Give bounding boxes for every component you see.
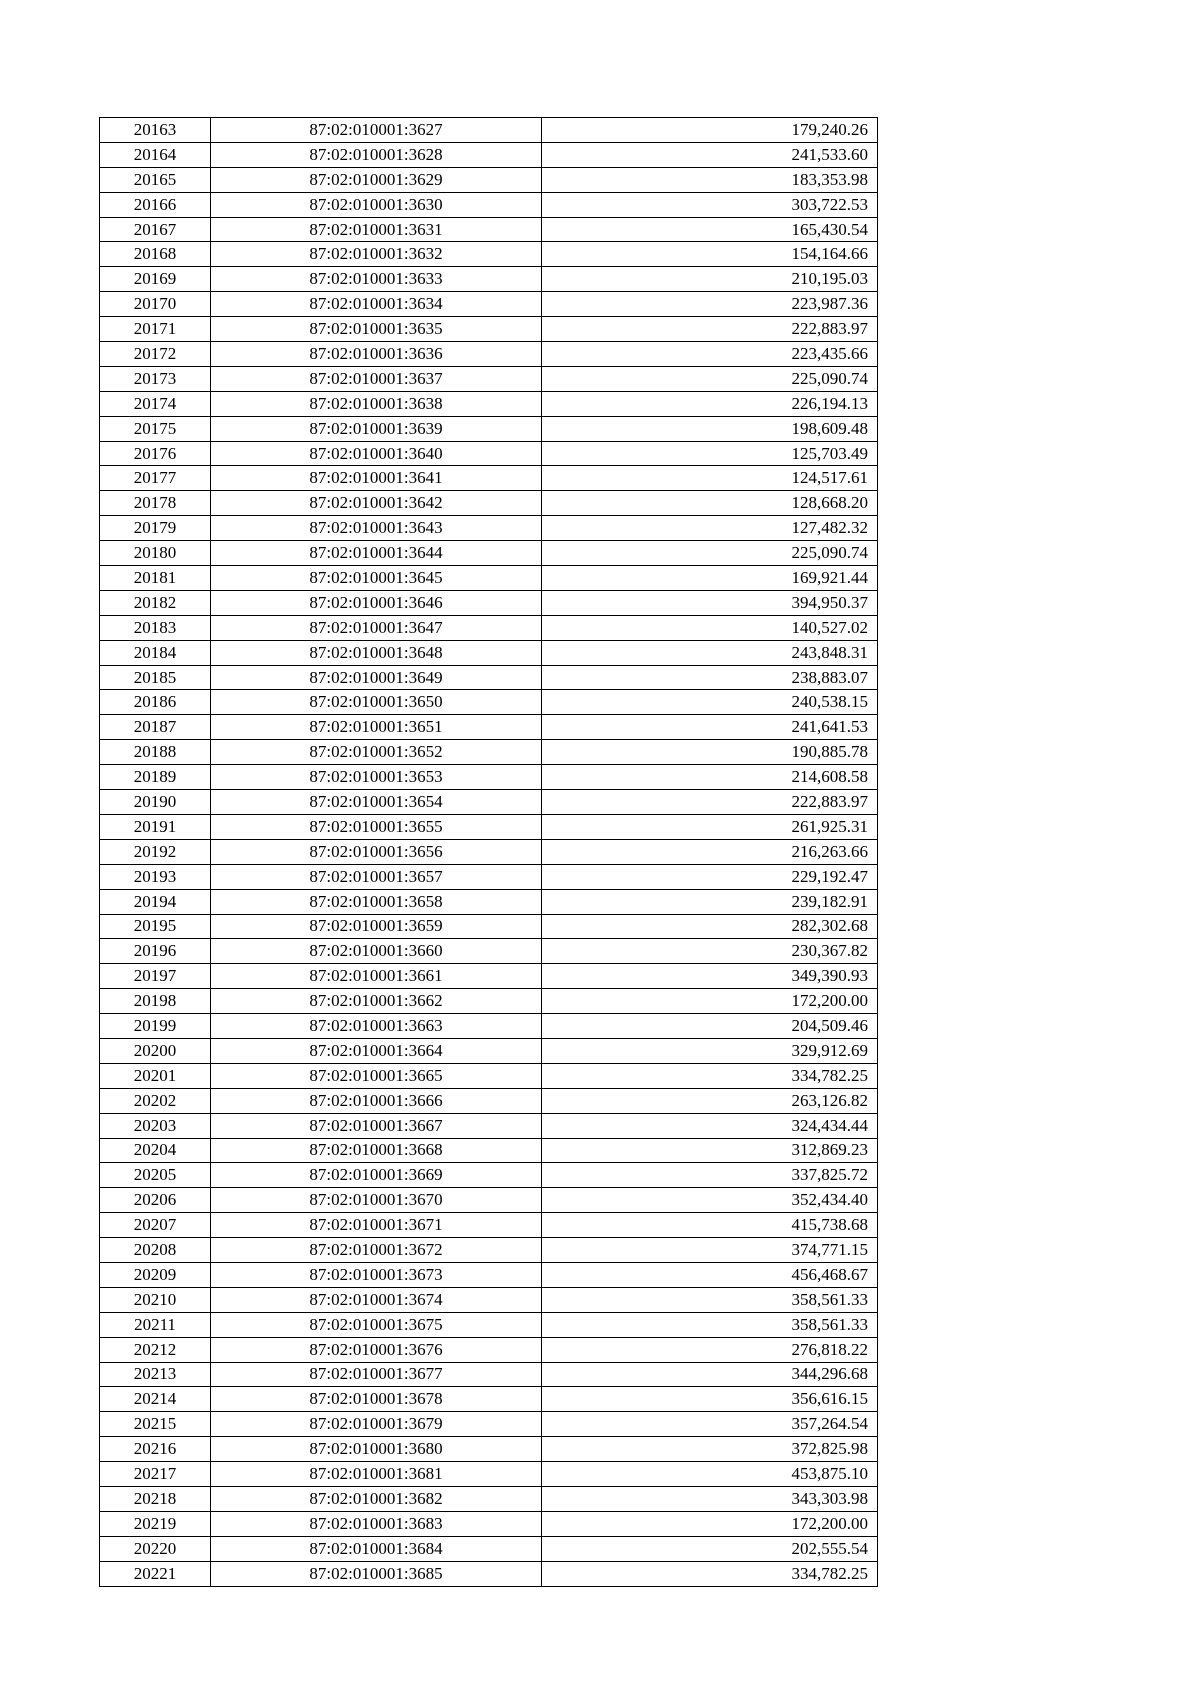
table-row <box>100 541 878 566</box>
table-row <box>100 1014 878 1039</box>
table-row <box>100 889 878 914</box>
cadastral-number-cell: 87:02:010001:3677 <box>211 1362 542 1387</box>
cadastral-number-cell: 87:02:010001:3648 <box>211 640 542 665</box>
cadastral-number-cell: 87:02:010001:3627 <box>211 118 542 143</box>
cadastral-number-cell: 87:02:010001:3639 <box>211 416 542 441</box>
row-number-cell: 20215 <box>100 1412 211 1437</box>
row-number-cell: 20211 <box>100 1312 211 1337</box>
row-number-cell: 20172 <box>100 342 211 367</box>
value-cell: 372,825.98 <box>542 1437 878 1462</box>
row-number-cell: 20181 <box>100 566 211 591</box>
row-number-cell: 20179 <box>100 516 211 541</box>
value-cell: 230,367.82 <box>542 939 878 964</box>
table-row <box>100 142 878 167</box>
table-row <box>100 690 878 715</box>
cadastral-number-cell: 87:02:010001:3650 <box>211 690 542 715</box>
table-row <box>100 342 878 367</box>
cadastral-number-cell: 87:02:010001:3637 <box>211 366 542 391</box>
value-cell: 312,869.23 <box>542 1138 878 1163</box>
value-cell: 226,194.13 <box>542 391 878 416</box>
row-number-cell: 20195 <box>100 914 211 939</box>
row-number-cell: 20176 <box>100 441 211 466</box>
row-number-cell: 20214 <box>100 1387 211 1412</box>
row-number-cell: 20221 <box>100 1561 211 1586</box>
value-cell: 179,240.26 <box>542 118 878 143</box>
cadastral-number-cell: 87:02:010001:3685 <box>211 1561 542 1586</box>
table-row <box>100 491 878 516</box>
cadastral-number-cell: 87:02:010001:3631 <box>211 217 542 242</box>
table-row <box>100 267 878 292</box>
cadastral-number-cell: 87:02:010001:3681 <box>211 1462 542 1487</box>
value-cell: 223,987.36 <box>542 292 878 317</box>
row-number-cell: 20189 <box>100 765 211 790</box>
table-row <box>100 566 878 591</box>
row-number-cell: 20187 <box>100 715 211 740</box>
table-row <box>100 167 878 192</box>
value-cell: 128,668.20 <box>542 491 878 516</box>
cadastral-number-cell: 87:02:010001:3672 <box>211 1238 542 1263</box>
row-number-cell: 20204 <box>100 1138 211 1163</box>
table-row <box>100 1238 878 1263</box>
value-cell: 329,912.69 <box>542 1038 878 1063</box>
row-number-cell: 20199 <box>100 1014 211 1039</box>
cadastral-number-cell: 87:02:010001:3641 <box>211 466 542 491</box>
table-row <box>100 864 878 889</box>
table-row <box>100 391 878 416</box>
row-number-cell: 20207 <box>100 1213 211 1238</box>
table-row <box>100 1412 878 1437</box>
value-cell: 125,703.49 <box>542 441 878 466</box>
value-cell: 172,200.00 <box>542 1511 878 1536</box>
row-number-cell: 20206 <box>100 1188 211 1213</box>
cadastral-number-cell: 87:02:010001:3671 <box>211 1213 542 1238</box>
row-number-cell: 20164 <box>100 142 211 167</box>
table-row <box>100 1337 878 1362</box>
table-row <box>100 1287 878 1312</box>
cadastral-number-cell: 87:02:010001:3635 <box>211 317 542 342</box>
table-row <box>100 1113 878 1138</box>
row-number-cell: 20208 <box>100 1238 211 1263</box>
table-row <box>100 516 878 541</box>
row-number-cell: 20175 <box>100 416 211 441</box>
table-row <box>100 1213 878 1238</box>
table-row <box>100 1138 878 1163</box>
value-cell: 303,722.53 <box>542 192 878 217</box>
table-row <box>100 292 878 317</box>
row-number-cell: 20196 <box>100 939 211 964</box>
value-cell: 358,561.33 <box>542 1287 878 1312</box>
value-cell: 263,126.82 <box>542 1088 878 1113</box>
value-cell: 358,561.33 <box>542 1312 878 1337</box>
table-row <box>100 217 878 242</box>
value-cell: 222,883.97 <box>542 317 878 342</box>
cadastral-number-cell: 87:02:010001:3629 <box>211 167 542 192</box>
row-number-cell: 20192 <box>100 839 211 864</box>
value-cell: 282,302.68 <box>542 914 878 939</box>
cadastral-number-cell: 87:02:010001:3651 <box>211 715 542 740</box>
value-cell: 352,434.40 <box>542 1188 878 1213</box>
row-number-cell: 20165 <box>100 167 211 192</box>
row-number-cell: 20186 <box>100 690 211 715</box>
cadastral-number-cell: 87:02:010001:3683 <box>211 1511 542 1536</box>
value-cell: 456,468.67 <box>542 1262 878 1287</box>
value-cell: 241,641.53 <box>542 715 878 740</box>
cadastral-number-cell: 87:02:010001:3630 <box>211 192 542 217</box>
cadastral-number-cell: 87:02:010001:3665 <box>211 1063 542 1088</box>
cadastral-number-cell: 87:02:010001:3658 <box>211 889 542 914</box>
row-number-cell: 20216 <box>100 1437 211 1462</box>
table-row <box>100 640 878 665</box>
value-cell: 239,182.91 <box>542 889 878 914</box>
row-number-cell: 20198 <box>100 989 211 1014</box>
cadastral-number-cell: 87:02:010001:3680 <box>211 1437 542 1462</box>
data-table <box>99 117 878 1587</box>
table-row <box>100 1462 878 1487</box>
cadastral-number-cell: 87:02:010001:3678 <box>211 1387 542 1412</box>
row-number-cell: 20169 <box>100 267 211 292</box>
cadastral-number-cell: 87:02:010001:3640 <box>211 441 542 466</box>
table-row <box>100 914 878 939</box>
value-cell: 225,090.74 <box>542 541 878 566</box>
table-row <box>100 964 878 989</box>
table-row <box>100 1038 878 1063</box>
row-number-cell: 20182 <box>100 590 211 615</box>
cadastral-number-cell: 87:02:010001:3676 <box>211 1337 542 1362</box>
cadastral-number-cell: 87:02:010001:3663 <box>211 1014 542 1039</box>
cadastral-number-cell: 87:02:010001:3646 <box>211 590 542 615</box>
value-cell: 240,538.15 <box>542 690 878 715</box>
table-row <box>100 989 878 1014</box>
row-number-cell: 20217 <box>100 1462 211 1487</box>
table-row <box>100 1561 878 1586</box>
cadastral-number-cell: 87:02:010001:3659 <box>211 914 542 939</box>
value-cell: 243,848.31 <box>542 640 878 665</box>
value-cell: 127,482.32 <box>542 516 878 541</box>
row-number-cell: 20185 <box>100 665 211 690</box>
cadastral-number-cell: 87:02:010001:3682 <box>211 1486 542 1511</box>
table-body <box>100 118 878 1587</box>
row-number-cell: 20163 <box>100 118 211 143</box>
value-cell: 343,303.98 <box>542 1486 878 1511</box>
cadastral-number-cell: 87:02:010001:3649 <box>211 665 542 690</box>
value-cell: 223,435.66 <box>542 342 878 367</box>
table-row <box>100 1511 878 1536</box>
value-cell: 165,430.54 <box>542 217 878 242</box>
cadastral-number-cell: 87:02:010001:3679 <box>211 1412 542 1437</box>
table-row <box>100 615 878 640</box>
row-number-cell: 20218 <box>100 1486 211 1511</box>
value-cell: 334,782.25 <box>542 1561 878 1586</box>
row-number-cell: 20213 <box>100 1362 211 1387</box>
row-number-cell: 20180 <box>100 541 211 566</box>
cadastral-number-cell: 87:02:010001:3673 <box>211 1262 542 1287</box>
cadastral-number-cell: 87:02:010001:3657 <box>211 864 542 889</box>
value-cell: 337,825.72 <box>542 1163 878 1188</box>
cadastral-number-cell: 87:02:010001:3634 <box>211 292 542 317</box>
table-row <box>100 665 878 690</box>
cadastral-number-cell: 87:02:010001:3653 <box>211 765 542 790</box>
table-row <box>100 590 878 615</box>
row-number-cell: 20205 <box>100 1163 211 1188</box>
table-row <box>100 1486 878 1511</box>
row-number-cell: 20193 <box>100 864 211 889</box>
cadastral-number-cell: 87:02:010001:3675 <box>211 1312 542 1337</box>
table-row <box>100 790 878 815</box>
value-cell: 344,296.68 <box>542 1362 878 1387</box>
cadastral-number-cell: 87:02:010001:3632 <box>211 242 542 267</box>
row-number-cell: 20191 <box>100 814 211 839</box>
table-row <box>100 192 878 217</box>
row-number-cell: 20212 <box>100 1337 211 1362</box>
table-row <box>100 366 878 391</box>
row-number-cell: 20167 <box>100 217 211 242</box>
table-row <box>100 1262 878 1287</box>
value-cell: 183,353.98 <box>542 167 878 192</box>
table-row <box>100 1387 878 1412</box>
table-row <box>100 1362 878 1387</box>
row-number-cell: 20209 <box>100 1262 211 1287</box>
row-number-cell: 20220 <box>100 1536 211 1561</box>
value-cell: 238,883.07 <box>542 665 878 690</box>
table-row <box>100 1063 878 1088</box>
value-cell: 349,390.93 <box>542 964 878 989</box>
cadastral-number-cell: 87:02:010001:3628 <box>211 142 542 167</box>
value-cell: 261,925.31 <box>542 814 878 839</box>
table-row <box>100 416 878 441</box>
cadastral-number-cell: 87:02:010001:3660 <box>211 939 542 964</box>
value-cell: 140,527.02 <box>542 615 878 640</box>
row-number-cell: 20178 <box>100 491 211 516</box>
value-cell: 124,517.61 <box>542 466 878 491</box>
row-number-cell: 20177 <box>100 466 211 491</box>
table-row <box>100 118 878 143</box>
table-row <box>100 765 878 790</box>
table-row <box>100 317 878 342</box>
value-cell: 415,738.68 <box>542 1213 878 1238</box>
row-number-cell: 20184 <box>100 640 211 665</box>
value-cell: 241,533.60 <box>542 142 878 167</box>
table-row <box>100 939 878 964</box>
row-number-cell: 20170 <box>100 292 211 317</box>
cadastral-number-cell: 87:02:010001:3670 <box>211 1188 542 1213</box>
value-cell: 222,883.97 <box>542 790 878 815</box>
table-row <box>100 1312 878 1337</box>
cadastral-number-cell: 87:02:010001:3656 <box>211 839 542 864</box>
row-number-cell: 20200 <box>100 1038 211 1063</box>
cadastral-number-cell: 87:02:010001:3669 <box>211 1163 542 1188</box>
value-cell: 374,771.15 <box>542 1238 878 1263</box>
cadastral-number-cell: 87:02:010001:3684 <box>211 1536 542 1561</box>
row-number-cell: 20202 <box>100 1088 211 1113</box>
value-cell: 357,264.54 <box>542 1412 878 1437</box>
cadastral-number-cell: 87:02:010001:3652 <box>211 740 542 765</box>
table-row <box>100 1536 878 1561</box>
value-cell: 198,609.48 <box>542 416 878 441</box>
table-row <box>100 1437 878 1462</box>
table-row <box>100 814 878 839</box>
cadastral-number-cell: 87:02:010001:3664 <box>211 1038 542 1063</box>
value-cell: 202,555.54 <box>542 1536 878 1561</box>
cadastral-number-cell: 87:02:010001:3636 <box>211 342 542 367</box>
value-cell: 214,608.58 <box>542 765 878 790</box>
row-number-cell: 20201 <box>100 1063 211 1088</box>
row-number-cell: 20183 <box>100 615 211 640</box>
cadastral-number-cell: 87:02:010001:3642 <box>211 491 542 516</box>
table-row <box>100 740 878 765</box>
row-number-cell: 20171 <box>100 317 211 342</box>
value-cell: 356,616.15 <box>542 1387 878 1412</box>
cadastral-number-cell: 87:02:010001:3654 <box>211 790 542 815</box>
table-row <box>100 1188 878 1213</box>
value-cell: 453,875.10 <box>542 1462 878 1487</box>
value-cell: 394,950.37 <box>542 590 878 615</box>
cadastral-number-cell: 87:02:010001:3666 <box>211 1088 542 1113</box>
row-number-cell: 20194 <box>100 889 211 914</box>
cadastral-number-cell: 87:02:010001:3645 <box>211 566 542 591</box>
table-row <box>100 839 878 864</box>
value-cell: 172,200.00 <box>542 989 878 1014</box>
value-cell: 204,509.46 <box>542 1014 878 1039</box>
table-row <box>100 1163 878 1188</box>
row-number-cell: 20203 <box>100 1113 211 1138</box>
value-cell: 154,164.66 <box>542 242 878 267</box>
cadastral-number-cell: 87:02:010001:3661 <box>211 964 542 989</box>
cadastral-number-cell: 87:02:010001:3655 <box>211 814 542 839</box>
row-number-cell: 20190 <box>100 790 211 815</box>
value-cell: 169,921.44 <box>542 566 878 591</box>
table-row <box>100 441 878 466</box>
cadastral-number-cell: 87:02:010001:3643 <box>211 516 542 541</box>
cadastral-number-cell: 87:02:010001:3638 <box>211 391 542 416</box>
cadastral-number-cell: 87:02:010001:3647 <box>211 615 542 640</box>
value-cell: 324,434.44 <box>542 1113 878 1138</box>
row-number-cell: 20197 <box>100 964 211 989</box>
cadastral-number-cell: 87:02:010001:3668 <box>211 1138 542 1163</box>
value-cell: 229,192.47 <box>542 864 878 889</box>
value-cell: 216,263.66 <box>542 839 878 864</box>
cadastral-number-cell: 87:02:010001:3633 <box>211 267 542 292</box>
cadastral-number-cell: 87:02:010001:3662 <box>211 989 542 1014</box>
table-row <box>100 242 878 267</box>
cadastral-number-cell: 87:02:010001:3674 <box>211 1287 542 1312</box>
table-row <box>100 1088 878 1113</box>
value-cell: 225,090.74 <box>542 366 878 391</box>
row-number-cell: 20210 <box>100 1287 211 1312</box>
cadastral-number-cell: 87:02:010001:3667 <box>211 1113 542 1138</box>
value-cell: 334,782.25 <box>542 1063 878 1088</box>
row-number-cell: 20168 <box>100 242 211 267</box>
cadastral-number-cell: 87:02:010001:3644 <box>211 541 542 566</box>
value-cell: 276,818.22 <box>542 1337 878 1362</box>
value-cell: 210,195.03 <box>542 267 878 292</box>
row-number-cell: 20188 <box>100 740 211 765</box>
row-number-cell: 20166 <box>100 192 211 217</box>
row-number-cell: 20174 <box>100 391 211 416</box>
table-row <box>100 715 878 740</box>
row-number-cell: 20173 <box>100 366 211 391</box>
value-cell: 190,885.78 <box>542 740 878 765</box>
table-row <box>100 466 878 491</box>
row-number-cell: 20219 <box>100 1511 211 1536</box>
